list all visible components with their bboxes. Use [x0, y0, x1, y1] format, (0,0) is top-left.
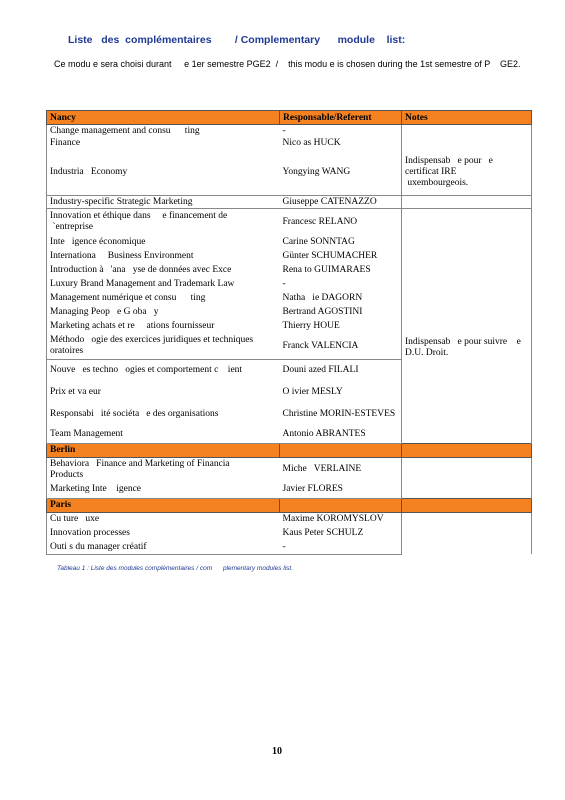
module-name: Change management and consu ting [47, 125, 280, 138]
note-cell [402, 457, 532, 498]
module-name: Team Management [47, 425, 280, 443]
section-cell-empty [280, 498, 402, 512]
referent-name: Franck VALENCIA [280, 333, 402, 359]
table-row [47, 125, 532, 138]
module-name: Marketing achats et re ations fournisseur [47, 319, 280, 333]
intro-sentence: Ce modu e sera choisi durant e 1er semestre PGE2 / this modu e is chosen during the 1st semestre of P GE2. [54, 59, 521, 69]
note-cell [402, 137, 532, 149]
module-name: Nouve es techno ogies et comportement c ient [47, 359, 280, 381]
referent-name: - [282, 279, 286, 289]
referent-name: - [282, 126, 286, 136]
section-header-row [47, 111, 532, 125]
section-cell-empty [402, 498, 532, 512]
module-name: Industria Economy [47, 149, 280, 195]
module-name: Inte igence économique [47, 235, 280, 249]
referent-name: Javier FLORES [280, 481, 402, 498]
module-name: Prix et va eur [47, 381, 280, 403]
module-name: Méthodo ogie des exercices juridiques et techniques oratoires [47, 333, 280, 359]
column-header-module: Nancy [47, 111, 280, 125]
note-cell: Indispensab e pour e certificat IRE uxembourgeois. [402, 149, 532, 195]
module-name: Luxury Brand Management and Trademark Law [47, 277, 280, 291]
table-row [47, 195, 532, 208]
table-row [47, 208, 532, 235]
referent-name: Douni azed FILALI [282, 365, 359, 376]
modules-table [46, 110, 532, 555]
module-name: Marketing Inte igence [47, 481, 280, 498]
page-number: 10 [272, 746, 282, 757]
note-cell [402, 512, 532, 554]
column-header-notes: Notes [402, 111, 532, 125]
referent-name: Carine SONNTAG [282, 237, 355, 247]
referent-name: Bertrand AGOSTINI [282, 307, 363, 317]
module-name: Introduction à 'ana yse de données avec Exce [47, 263, 280, 277]
referent-name: Rena to GUIMARAES [282, 265, 371, 275]
page-heading: Liste des complémentaires / Complementary module list: [68, 34, 406, 46]
referent-name: Thierry HOUE [282, 321, 340, 331]
referent-name: Giuseppe CATENAZZO [280, 195, 402, 208]
note-cell [402, 125, 532, 138]
referent-name: Maxime KOROMYSLOV [282, 514, 384, 525]
module-name: Industry-specific Strategic Marketing [47, 195, 280, 208]
table-row [47, 149, 532, 195]
module-name: Responsabi ité sociéta e des organisations [47, 403, 280, 425]
note-cell [402, 195, 532, 208]
section-cell-empty [280, 443, 402, 457]
referent-name: Günter SCHUMACHER [282, 251, 378, 261]
module-name: Innovation et éthique dans e financement de `entreprise [47, 208, 280, 235]
note-cell: Indispensab e pour suivre e D.U. Droit. [402, 208, 532, 359]
referent-name: Christine MORIN-ESTEVES [282, 409, 396, 419]
referent-name: Francesc RELANO [282, 216, 358, 227]
module-name: Finance [47, 137, 280, 149]
module-name: Management numérique et consu ting [47, 291, 280, 305]
module-name: Behaviora Finance and Marketing of Financia Products [47, 457, 280, 481]
module-name: Innovation processes [47, 526, 280, 540]
referent-name: Yongying WANG [280, 149, 402, 195]
referent-name: O ivier MESLY [282, 387, 343, 397]
table-row [47, 457, 532, 481]
section-title: Paris [47, 498, 280, 512]
section-header-row [47, 443, 532, 457]
referent-name: Nico as HUCK [282, 138, 341, 148]
module-name: Internationa Business Environment [47, 249, 280, 263]
section-header-row [47, 498, 532, 512]
module-name: Cu ture uxe [47, 512, 280, 526]
column-header-referent: Responsable/Referent [280, 111, 402, 125]
referent-name: Kaus Peter SCHULZ [282, 528, 364, 538]
section-title: Berlin [47, 443, 280, 457]
module-name: Managing Peop e G oba y [47, 305, 280, 319]
referent-name: - [280, 540, 402, 554]
note-cell [402, 359, 532, 443]
table-row [47, 137, 532, 149]
module-name: Outi s du manager créatif [47, 540, 280, 554]
referent-name: Miche VERLAINE [282, 464, 362, 475]
table-caption: Tableau 1 : Liste des modules complémentaires / com plementary modules list. [57, 565, 294, 572]
referent-name: Natha ie DAGORN [282, 293, 363, 303]
table-row [47, 512, 532, 526]
referent-name: Antonio ABRANTES [280, 425, 402, 443]
section-cell-empty [402, 443, 532, 457]
table-row [47, 359, 532, 381]
